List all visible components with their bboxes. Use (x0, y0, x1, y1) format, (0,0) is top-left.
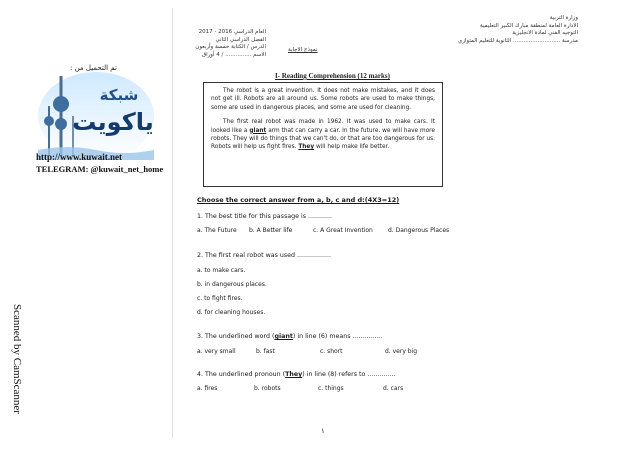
question-text: 4. The underlined pronoun ( (197, 371, 286, 378)
header-line: التوجيه الفني لمادة الانجليزية (512, 30, 578, 36)
header-ministry-block (418, 15, 578, 45)
reading-passage-box (203, 82, 443, 187)
header-term-block (196, 29, 266, 59)
passage-paragraph-1: The robot is a great invention. It does not make mistakes, and it does not get ill. Robots are all around us. Some robots are used to make things, some are used in dangerous places, and some are used for cleaning. (211, 88, 435, 111)
underlined-word: They (285, 371, 303, 378)
header-line: وزارة التربية (549, 15, 578, 21)
passage-text: will help make life better. (314, 144, 390, 151)
kuwait-towers-logo (33, 66, 159, 162)
download-source-note: تم التحميل من : (70, 64, 117, 72)
page-number: ١ (321, 427, 325, 435)
passage-text: arm that can carry a car. In the future, we will have more robots. They will do things that we can't do, or that are too dangerous for us. Robots will help us fight fires. (211, 127, 435, 151)
q1-option-a[interactable]: a. The Future (197, 227, 237, 234)
instructions: Choose the correct answer from a, b, c and d:(4X3=12) (197, 196, 400, 204)
telegram-handle: TELEGRAM: @kuwait_net_home (36, 164, 164, 174)
q4-option-c[interactable]: c. things (318, 385, 344, 392)
question-2: 2. The first real robot was used ................. (197, 252, 332, 259)
logo-text-bottom: ياكويت (72, 108, 154, 136)
scanner-watermark: Scanned by CamScanner (11, 304, 23, 414)
header-line: الفصل الدراسي الثاني (215, 36, 266, 43)
q3-option-d[interactable]: d. very big (385, 348, 418, 355)
question-1: 1. The best title for this passage is ............ (197, 213, 333, 220)
q3-option-c[interactable]: c. short (320, 348, 343, 355)
section-title: I- Reading Comprehension (12 marks) (275, 72, 390, 80)
q1-option-b[interactable]: b. A Better life (249, 227, 293, 234)
q2-option-c[interactable]: c. to fight fires. (197, 295, 243, 302)
q2-option-b[interactable]: b. in dangerous places. (197, 281, 267, 288)
q4-option-b[interactable]: b. robots (254, 385, 281, 392)
question-text: 3. The underlined word ( (197, 333, 275, 340)
answer-key-label: نموذج الاجابة (288, 47, 318, 53)
q3-option-a[interactable]: a. very small (197, 348, 236, 355)
q1-option-d[interactable]: d. Dangerous Places (388, 227, 450, 234)
underlined-word-they: They (298, 144, 315, 151)
header-line: الاسم ............... / 4 أوراق (201, 51, 266, 58)
underlined-word: giant (274, 333, 293, 340)
header-line: مدرسة ........................... الثانوية للتعليم المتوازي (458, 37, 578, 44)
question-4 (197, 371, 395, 378)
question-text: ) in line (6) means ............... (292, 333, 383, 340)
q2-option-d[interactable]: d. for cleaning houses. (197, 309, 266, 316)
site-url-link[interactable]: http://www.kuwait.net (36, 152, 123, 162)
q3-option-b[interactable]: b. fast (256, 348, 275, 355)
q4-option-d[interactable]: d. cars (383, 385, 404, 392)
underlined-word-giant: giant (249, 127, 267, 134)
question-3 (197, 333, 383, 340)
q2-option-a[interactable]: a. to make cars. (197, 267, 246, 274)
question-text: ) in line (8) refers to .............. (302, 371, 396, 378)
passage-paragraph-2 (211, 118, 435, 152)
q1-option-c[interactable]: c. A Great Invention (313, 227, 373, 234)
q4-option-a[interactable]: a. fires (197, 385, 218, 392)
logo-text-top: شبكة (99, 86, 139, 104)
header-line: العام الدراسي 2016 - 2017 (198, 29, 266, 35)
header-line: الادارة العامة لمنطقة مبارك الكبير التعليمية (480, 22, 578, 29)
header-line: الدرس / الكتابة خمسة وأربعون (195, 44, 266, 50)
passage-text: The first real robot was made in 1962. It was used to make cars. It looked like a (211, 119, 435, 134)
